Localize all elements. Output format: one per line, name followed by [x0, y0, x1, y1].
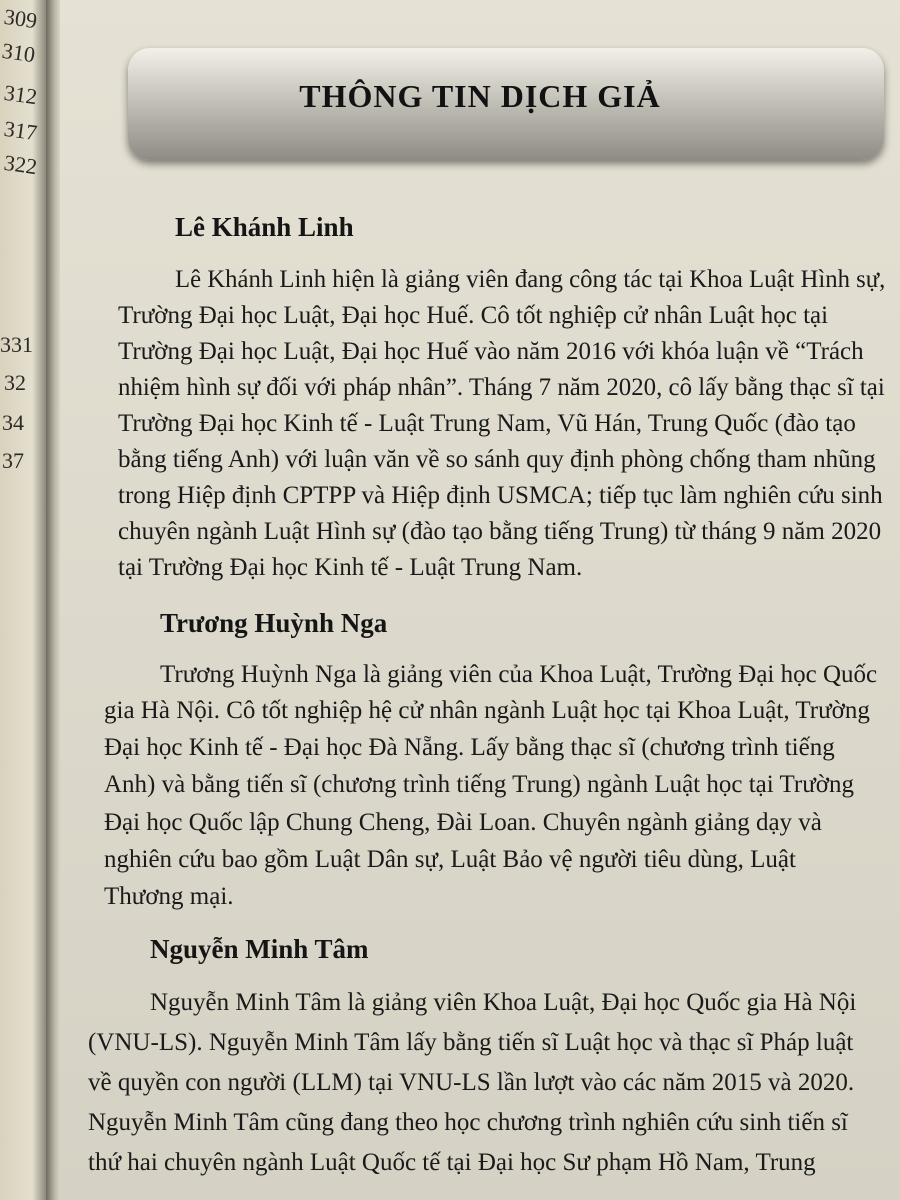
- translator-name: Trương Huỳnh Nga: [160, 608, 388, 638]
- left-page-number: 312: [2, 79, 39, 110]
- book-gutter: [46, 0, 60, 1200]
- bio-line: Anh) và bằng tiến sĩ (chương trình tiếng Trung) ngành Luật học tại Trường: [104, 771, 854, 798]
- bio-line: nghiên cứu bao gồm Luật Dân sự, Luật Bảo vệ người tiêu dùng, Luật: [104, 846, 796, 873]
- left-page-number: 322: [2, 149, 39, 180]
- bio-line: nhiệm hình sự đối với pháp nhân”. Tháng 7 năm 2020, cô lấy bằng thạc sĩ tại: [118, 374, 885, 401]
- left-page-number: 32: [4, 370, 26, 395]
- bio-line: Lê Khánh Linh hiện là giảng viên đang công tác tại Khoa Luật Hình sự,: [175, 266, 886, 293]
- bio-line: Trương Huỳnh Nga là giảng viên của Khoa Luật, Trường Đại học Quốc: [160, 661, 878, 688]
- bio-line: trong Hiệp định CPTPP và Hiệp định USMCA; tiếp tục làm nghiên cứu sinh: [118, 482, 883, 509]
- bio-line: Nguyễn Minh Tâm cũng đang theo học chương trình nghiên cứu sinh tiến sĩ: [88, 1109, 848, 1136]
- bio-line: bằng tiếng Anh) với luận văn về so sánh quy định phòng chống tham nhũng: [118, 446, 876, 473]
- left-page-number: 309: [2, 3, 39, 34]
- left-page-number: 37: [2, 448, 24, 473]
- left-page-number: 310: [0, 37, 37, 68]
- left-page-number: 317: [2, 115, 39, 146]
- bio-line: Đại học Kinh tế - Đại học Đà Nẵng. Lấy bằng thạc sĩ (chương trình tiếng: [104, 734, 835, 761]
- translator-name: Nguyễn Minh Tâm: [150, 934, 369, 964]
- bio-line: Đại học Quốc lập Chung Cheng, Đài Loan. Chuyên ngành giảng dạy và: [104, 809, 822, 836]
- bio-line: Trường Đại học Luật, Đại học Huế. Cô tốt nghiệp cử nhân Luật học tại: [118, 302, 829, 329]
- bio-line: (VNU-LS). Nguyễn Minh Tâm lấy bằng tiến sĩ Luật học và thạc sĩ Pháp luật: [88, 1029, 854, 1056]
- bio-line: Nguyễn Minh Tâm là giảng viên Khoa Luật, Đại học Quốc gia Hà Nội: [150, 989, 857, 1016]
- left-page-edge: [0, 0, 46, 1200]
- bio-line: về quyền con người (LLM) tại VNU-LS lần lượt vào các năm 2015 và 2020.: [88, 1069, 855, 1096]
- bio-line: Trường Đại học Luật, Đại học Huế vào năm 2016 với khóa luận về “Trách: [118, 338, 864, 365]
- book-page: [60, 0, 900, 1200]
- bio-line: gia Hà Nội. Cô tốt nghiệp hệ cử nhân ngành Luật học tại Khoa Luật, Trường: [104, 697, 870, 724]
- bio-line: Trường Đại học Kinh tế - Luật Trung Nam, Vũ Hán, Trung Quốc (đào tạo: [118, 410, 856, 437]
- bio-line: Thương mại.: [104, 883, 234, 910]
- section-title: THÔNG TIN DỊCH GIẢ: [299, 78, 661, 114]
- left-page-number: 331: [0, 332, 33, 357]
- bio-line: tại Trường Đại học Kinh tế - Luật Trung Nam.: [118, 554, 583, 581]
- bio-line: chuyên ngành Luật Hình sự (đào tạo bằng tiếng Trung) từ tháng 9 năm 2020: [118, 518, 882, 545]
- left-page-number: 34: [2, 410, 24, 435]
- translator-name: Lê Khánh Linh: [175, 212, 354, 242]
- bio-line: thứ hai chuyên ngành Luật Quốc tế tại Đại học Sư phạm Hồ Nam, Trung: [88, 1149, 816, 1176]
